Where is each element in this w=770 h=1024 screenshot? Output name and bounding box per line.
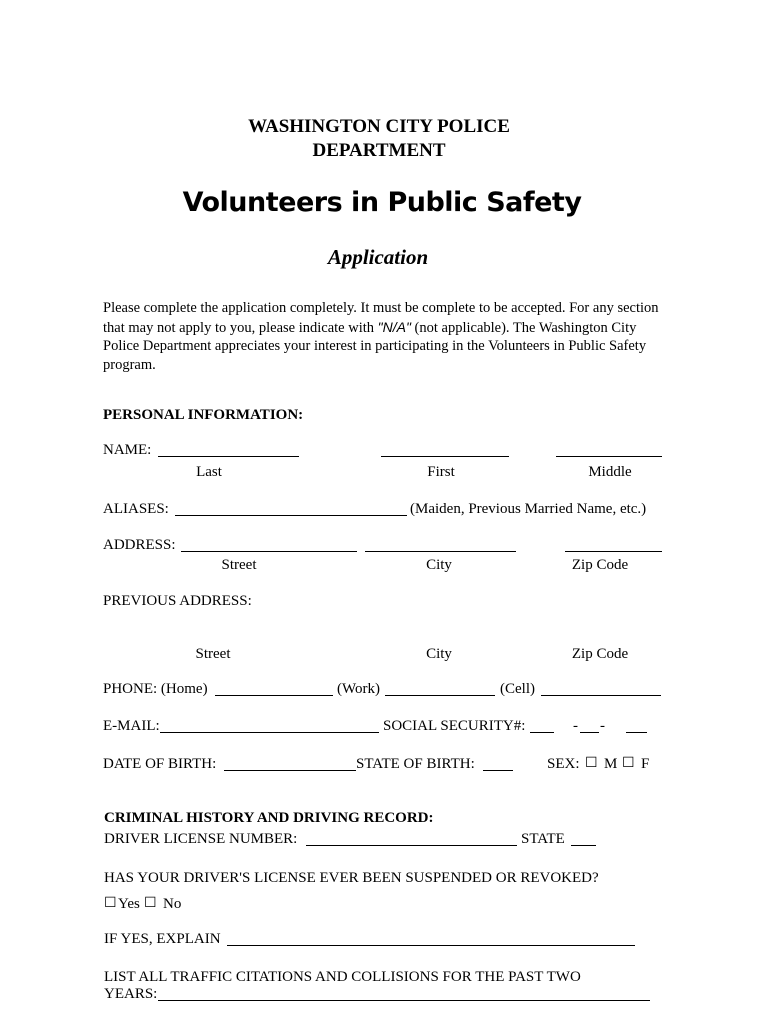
driver-license-label: DRIVER LICENSE NUMBER:	[104, 831, 298, 847]
previous-address-label: PREVIOUS ADDRESS:	[103, 593, 252, 609]
address-city-field[interactable]	[365, 551, 516, 552]
aliases-label: ALIASES:	[103, 501, 169, 517]
name-first-field[interactable]	[381, 456, 509, 457]
criminal-history-heading: CRIMINAL HISTORY AND DRIVING RECORD:	[104, 810, 434, 826]
dob-label: DATE OF BIRTH:	[103, 756, 217, 772]
dl-state-label: STATE	[521, 831, 565, 847]
dob-field[interactable]	[224, 770, 356, 771]
dl-state-field[interactable]	[571, 845, 596, 846]
phone-cell-field[interactable]	[541, 695, 661, 696]
ssn-part1-field[interactable]	[530, 732, 554, 733]
explain-label: IF YES, EXPLAIN	[104, 931, 221, 947]
ssn-dash-1: -	[573, 718, 578, 734]
phone-home-label: PHONE: (Home)	[103, 681, 208, 697]
sex-label: SEX:	[547, 756, 580, 772]
driver-license-field[interactable]	[306, 845, 517, 846]
citations-field[interactable]	[158, 1000, 650, 1001]
address-city-caption: City	[426, 557, 452, 573]
address-street-field[interactable]	[181, 551, 357, 552]
sex-m-label: M	[604, 756, 618, 772]
ssn-part2-field[interactable]	[580, 732, 599, 733]
intro-paragraph	[103, 299, 663, 374]
ssn-dash-2: -	[600, 718, 605, 734]
prev-zip-caption: Zip Code	[571, 646, 629, 662]
citations-label-line2: YEARS:	[104, 986, 158, 1002]
name-label: NAME:	[103, 442, 152, 458]
intro-text-1: Please complete the application completely. It must be complete to be accepted. For any section that may not apply to you, please indicate with	[103, 300, 659, 336]
license-suspended-question: HAS YOUR DRIVER'S LICENSE EVER BEEN SUSPENDED OR REVOKED?	[104, 870, 599, 886]
sex-f-label: F	[641, 756, 650, 772]
state-of-birth-label: STATE OF BIRTH:	[356, 756, 475, 772]
name-middle-field[interactable]	[556, 456, 662, 457]
phone-cell-label: (Cell)	[500, 681, 535, 697]
page-subtitle: Application	[327, 245, 429, 269]
suspended-yes-label: Yes	[118, 896, 140, 912]
name-last-field[interactable]	[158, 456, 299, 457]
email-field[interactable]	[160, 732, 379, 733]
phone-home-field[interactable]	[215, 695, 333, 696]
address-zip-caption: Zip Code	[571, 557, 629, 573]
state-of-birth-field[interactable]	[483, 770, 513, 771]
department-name-line2: DEPARTMENT	[312, 140, 446, 161]
citations-label-line1: LIST ALL TRAFFIC CITATIONS AND COLLISIONS FOR THE PAST TWO	[104, 969, 581, 985]
name-last-caption: Last	[196, 464, 222, 480]
prev-city-caption: City	[426, 646, 452, 662]
name-middle-caption: Middle	[588, 464, 632, 480]
address-street-caption: Street	[221, 557, 257, 573]
address-label: ADDRESS:	[103, 537, 176, 553]
personal-information-heading: PERSONAL INFORMATION:	[103, 407, 304, 423]
email-label: E-MAIL:	[103, 718, 160, 734]
phone-work-label: (Work)	[337, 681, 380, 697]
address-zip-field[interactable]	[565, 551, 662, 552]
explain-field[interactable]	[227, 945, 635, 946]
phone-work-field[interactable]	[385, 695, 495, 696]
ssn-part3-field[interactable]	[626, 732, 647, 733]
suspended-no-label: No	[163, 896, 182, 912]
suspended-no-checkbox-icon[interactable]: ☐	[144, 895, 157, 911]
aliases-note: (Maiden, Previous Married Name, etc.)	[410, 501, 647, 517]
name-first-caption: First	[427, 464, 455, 480]
page-title: Volunteers in Public Safety	[182, 187, 582, 218]
ssn-label: SOCIAL SECURITY#:	[383, 718, 526, 734]
suspended-yes-checkbox-icon[interactable]: ☐	[104, 895, 117, 911]
intro-na: "N/A"	[377, 318, 411, 335]
sex-f-checkbox-icon[interactable]: ☐	[622, 755, 635, 771]
aliases-field[interactable]	[175, 515, 407, 516]
prev-street-caption: Street	[195, 646, 231, 662]
intro-text-2: (not applicable). The Washington City Police Department appreciates your interest in participating in the Volunteers in Public Safety program.	[103, 319, 647, 373]
department-name-line1: WASHINGTON CITY POLICE	[248, 116, 510, 137]
sex-m-checkbox-icon[interactable]: ☐	[585, 755, 598, 771]
